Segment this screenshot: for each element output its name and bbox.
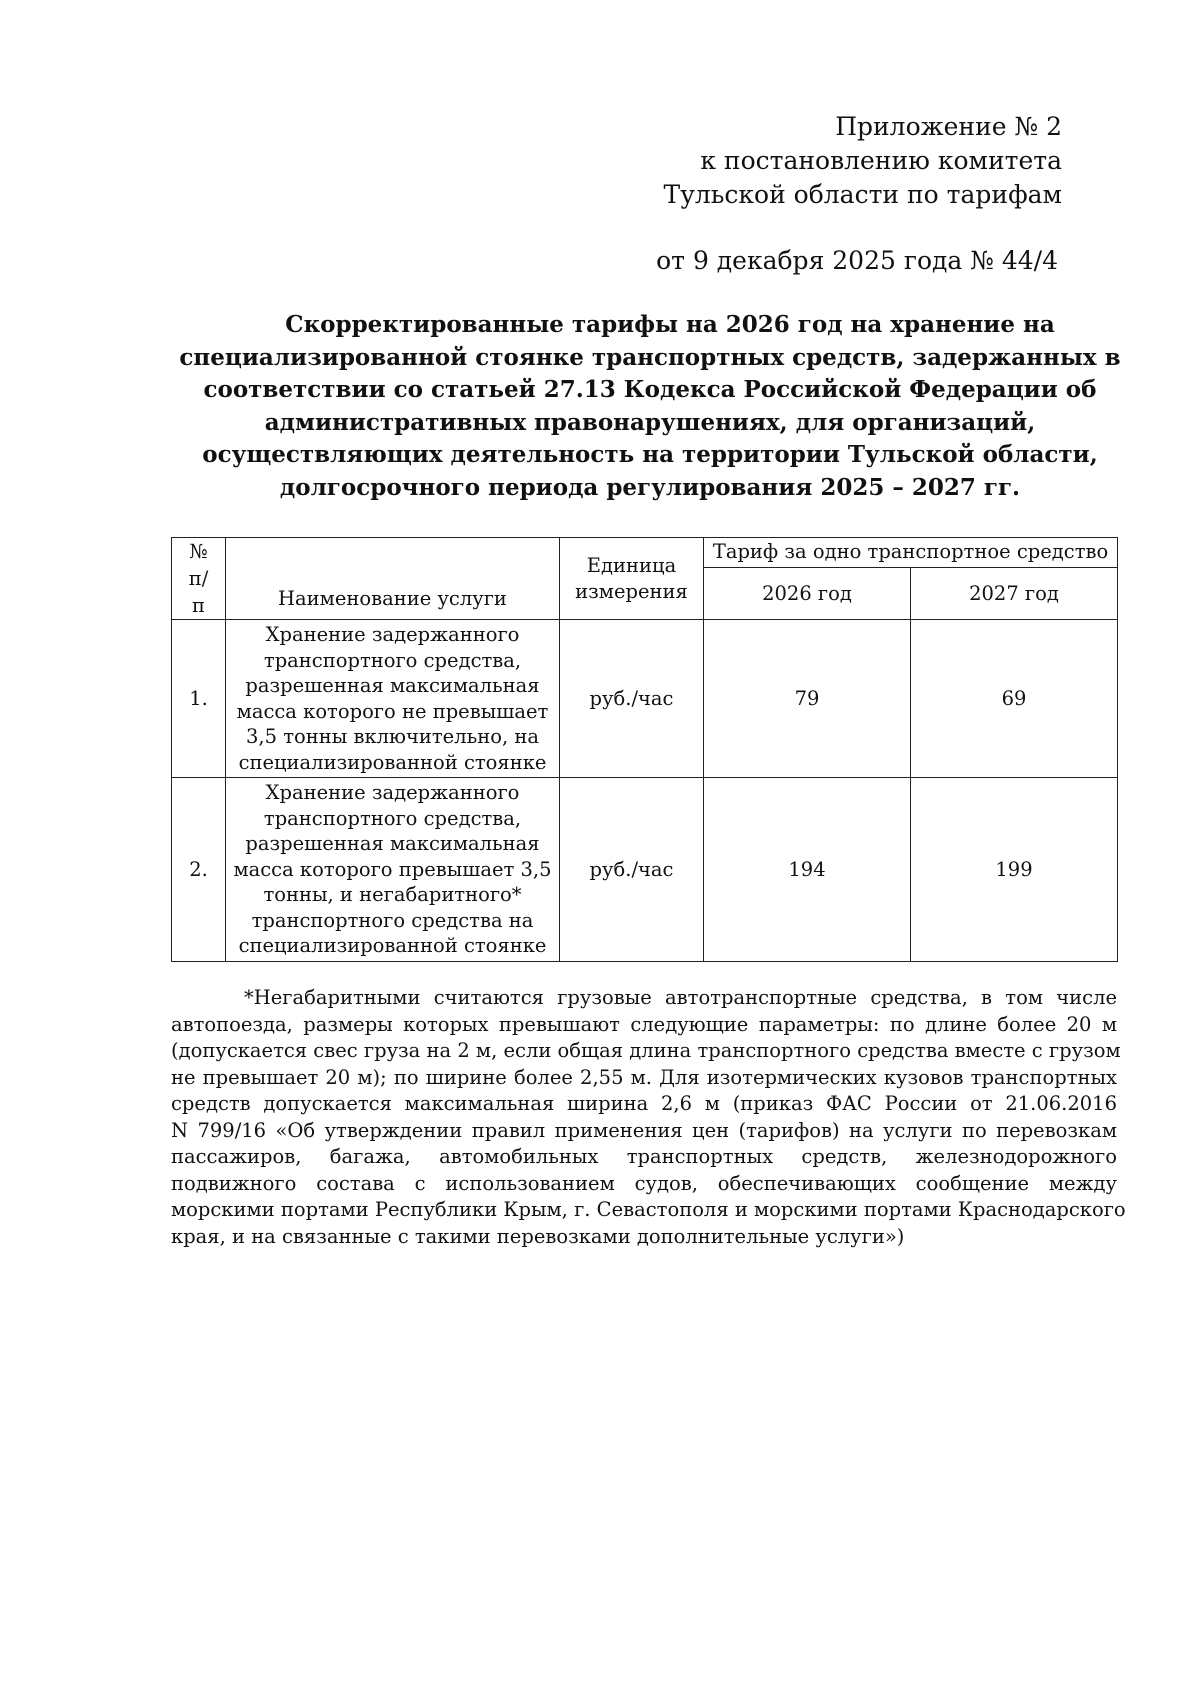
row-tariff-2027: 69 xyxy=(911,620,1118,778)
row-tariff-2026: 79 xyxy=(704,620,911,778)
footnote xyxy=(171,985,1126,1250)
service-name-line: специализированной стоянке xyxy=(238,750,547,774)
service-name-line: транспортного средства, xyxy=(263,806,522,830)
service-name-line: тонны, и негабаритного* xyxy=(263,883,522,906)
header-number-line: п/ xyxy=(188,567,209,590)
title-line: осуществляющих деятельность на территории Тульской области, xyxy=(202,441,1098,468)
row-tariff-2027: 199 xyxy=(911,778,1118,962)
footnote-line: (допускается свес груза на 2 м, если общая длина транспортного средства вместе с грузом xyxy=(171,1039,1121,1062)
title-line: долгосрочного периода регулирования 2025 – 2027 гг. xyxy=(279,473,1021,501)
footnote-line: средств допускается максимальная ширина 2,6 м (приказ ФАС России от 21.06.2016 xyxy=(171,1092,1117,1115)
service-name-line: Хранение задержанного xyxy=(265,781,520,804)
row-number: 2. xyxy=(172,778,226,962)
header-unit-line: Единица xyxy=(586,553,677,577)
row-number: 1. xyxy=(172,620,226,778)
header-number-line: п xyxy=(192,594,205,617)
tariff-table xyxy=(171,537,1118,962)
row-tariff-2026: 194 xyxy=(704,778,911,962)
footnote-line: N 799/16 «Об утверждении правил применения цен (тарифов) на услуги по перевозкам xyxy=(171,1118,1117,1142)
appendix-committee: Тульской области по тарифам xyxy=(663,180,1062,209)
appendix-decree-ref: к постановлению комитета xyxy=(700,146,1062,175)
footnote-line: морскими портами Республики Крым, г. Севастополя и морскими портами Краснодарского xyxy=(171,1198,1126,1221)
service-name-line: транспортного средства, xyxy=(263,648,522,672)
appendix-header xyxy=(600,110,1062,212)
service-name-line: специализированной стоянке xyxy=(238,934,547,957)
service-name-line: масса которого превышает 3,5 xyxy=(233,857,552,881)
footnote-line: не превышает 20 м); по ширине более 2,55 м. Для изотермических кузовов транспортных xyxy=(171,1065,1117,1089)
footnote-line: автопоезда, размеры которых превышают следующие параметры: по длине более 20 м xyxy=(171,1012,1117,1036)
title-line: соответствии со статьей 27.13 Кодекса Российской Федерации об xyxy=(203,376,1097,403)
header-tariff-group: Тариф за одно транспортное средство xyxy=(704,538,1118,568)
service-name-line: разрешенная максимальная xyxy=(245,674,540,697)
title-line: административных правонарушениях, для организаций, xyxy=(264,408,1036,436)
table-row xyxy=(172,778,1118,962)
row-unit: руб./час xyxy=(560,778,704,962)
header-number xyxy=(172,538,226,620)
table-row xyxy=(172,620,1118,778)
decree-date: от 9 декабря 2025 года № 44/4 xyxy=(656,246,1058,275)
title-line: Скорректированные тарифы на 2026 год на хранение на xyxy=(285,311,1055,338)
header-unit-line: измерения xyxy=(575,579,688,603)
header-number-line: № xyxy=(189,540,208,563)
row-service-name xyxy=(226,778,560,962)
service-name-line: масса которого не превышает xyxy=(236,699,549,723)
service-name-line: 3,5 тонны включительно, на xyxy=(246,725,539,748)
header-year-2027: 2027 год xyxy=(911,567,1118,619)
row-service-name xyxy=(226,620,560,778)
header-unit xyxy=(560,538,704,620)
header-service-name: Наименование услуги xyxy=(226,538,560,620)
header-year-2026: 2026 год xyxy=(704,567,911,619)
title-line: специализированной стоянке транспортных средств, задержанных в xyxy=(179,343,1121,371)
service-name-line: транспортного средства на xyxy=(251,908,534,932)
footnote-line: подвижного состава с использованием судов, обеспечивающих сообщение между xyxy=(171,1171,1117,1195)
service-name-line: Хранение задержанного xyxy=(265,623,520,646)
footnote-line: пассажиров, багажа, автомобильных транспортных средств, железнодорожного xyxy=(171,1145,1117,1168)
service-name-line: разрешенная максимальная xyxy=(245,832,540,855)
footnote-line: *Негабаритными считаются грузовые автотранспортные средства, в том числе xyxy=(244,986,1117,1009)
document-title xyxy=(175,309,1125,504)
appendix-number: Приложение № 2 xyxy=(835,112,1062,141)
footnote-line: края, и на связанные с такими перевозками дополнительные услуги») xyxy=(171,1224,905,1248)
table-header-row xyxy=(172,538,1118,568)
row-unit: руб./час xyxy=(560,620,704,778)
